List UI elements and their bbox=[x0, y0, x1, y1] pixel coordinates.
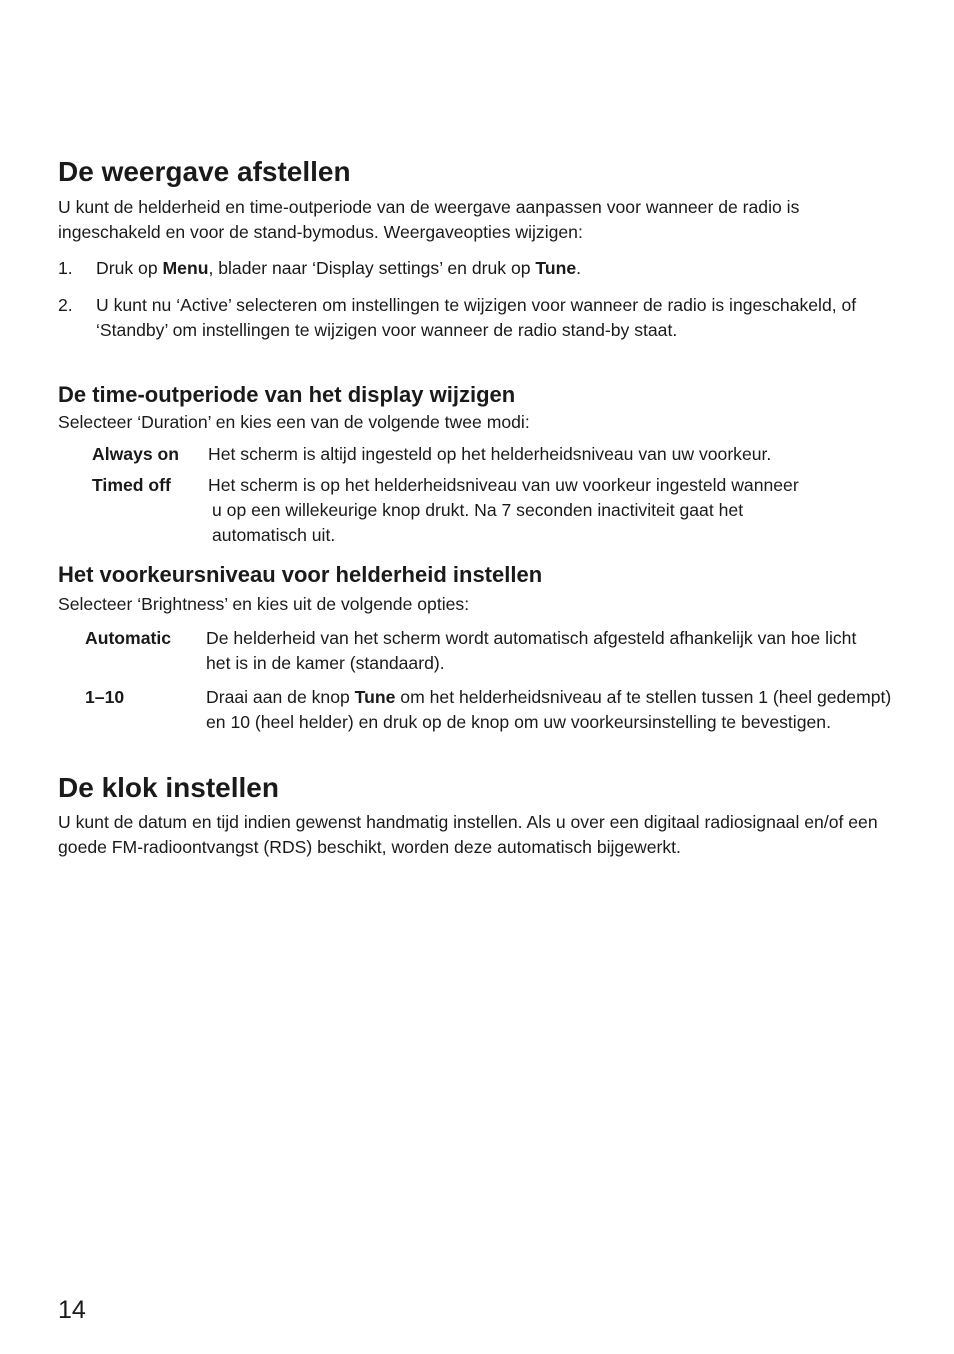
option-definition: Het scherm is op het helderheidsniveau van uw voorkeur ingesteld wanneer bbox=[208, 475, 799, 495]
menu-key: Menu bbox=[162, 258, 209, 278]
subsection-title-brightness: Het voorkeursniveau voor helderheid instellen bbox=[58, 562, 543, 587]
tune-key: Tune bbox=[354, 687, 396, 707]
option-term: 1–10 bbox=[85, 687, 125, 707]
option-definition: Draai aan de knop Tune om het helderheidsniveau af te stellen tussen 1 (heel gedempt) en 10 (heel helder) en druk op de knop om uw voorkeursinstelling te bevestigen. bbox=[206, 687, 892, 732]
step-text: Druk op Menu, blader naar ‘Display settings’ en druk op Tune. bbox=[96, 258, 582, 278]
step-number: 1. bbox=[58, 258, 73, 278]
option-term: Always on bbox=[92, 444, 180, 464]
section-intro-display: U kunt de helderheid en time-outperiode van de weergave aanpassen voor wanneer de radio is ingeschakeld en voor de stand-bymodus. Weergaveopties wijzigen: bbox=[58, 197, 800, 242]
subsection-title-timeout: De time-outperiode van het display wijzigen bbox=[58, 382, 516, 407]
option-definition: Het scherm is altijd ingesteld op het helderheidsniveau van uw voorkeur. bbox=[208, 444, 772, 464]
tune-key: Tune bbox=[535, 258, 577, 278]
option-term: Timed off bbox=[92, 475, 171, 495]
subsection-intro-timeout: Selecteer ‘Duration’ en kies een van de volgende twee modi: bbox=[58, 412, 530, 432]
option-term: Automatic bbox=[85, 628, 172, 648]
option-definition-continued: u op een willekeurige knop drukt. Na 7 seconden inactiviteit gaat het automatisch uit. bbox=[212, 500, 744, 545]
step-text: U kunt nu ‘Active’ selecteren om instellingen te wijzigen voor wanneer de radio is ingeschakeld, of ‘Standby’ om instellingen te wijzigen voor wanneer de radio stand-by staat. bbox=[96, 295, 857, 340]
option-definition: De helderheid van het scherm wordt automatisch afgesteld afhankelijk van hoe licht het is in de kamer (standaard). bbox=[206, 628, 857, 673]
section-title-clock: De klok instellen bbox=[58, 772, 279, 803]
step-number: 2. bbox=[58, 295, 73, 315]
subsection-intro-brightness: Selecteer ‘Brightness’ en kies uit de volgende opties: bbox=[58, 594, 470, 614]
page-number: 14 bbox=[58, 1296, 86, 1324]
section-intro-clock: U kunt de datum en tijd indien gewenst handmatig instellen. Als u over een digitaal radiosignaal en/of een goede FM-radioontvangst (RDS) beschikt, worden deze automatisch bijgewerkt. bbox=[58, 812, 878, 857]
section-title-display: De weergave afstellen bbox=[58, 156, 351, 187]
